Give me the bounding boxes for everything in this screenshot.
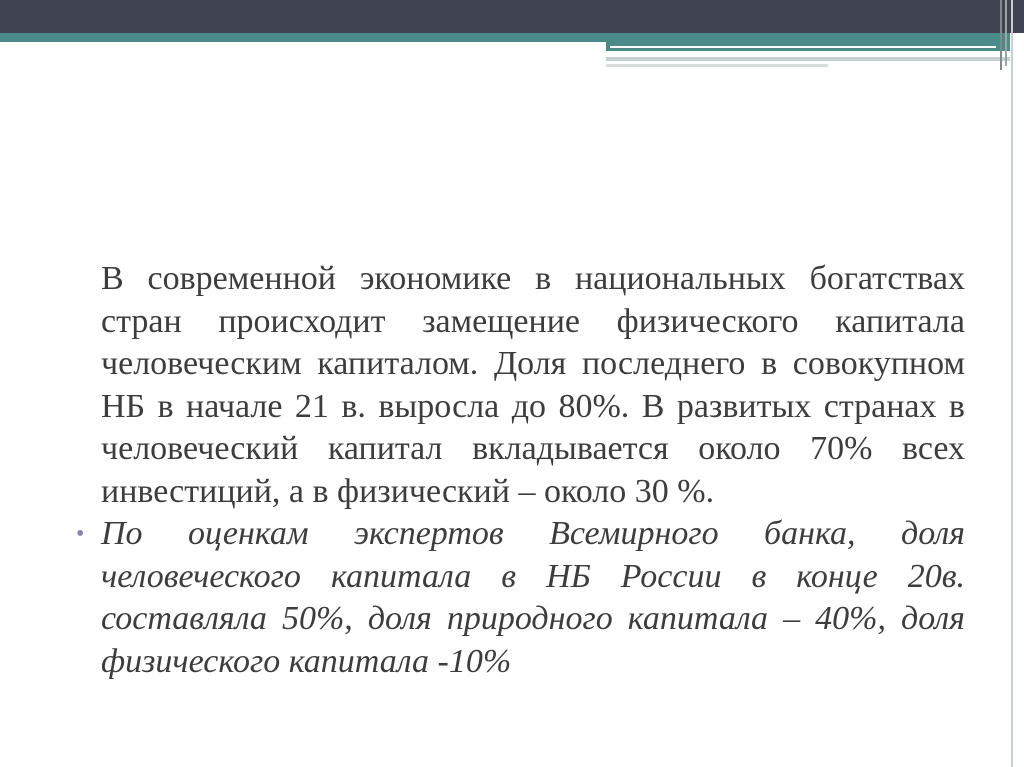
bullet-icon: •: [76, 521, 85, 547]
right-edge-line: [1005, 0, 1007, 66]
slide-body: [76, 258, 965, 683]
header-grey-line: [606, 57, 1010, 61]
header-grey-line-short: [606, 64, 828, 67]
header-band: [0, 0, 1024, 33]
header-white-line: [610, 46, 996, 48]
right-edge-line-long: [1011, 0, 1013, 767]
bullet-paragraph: По оценкам экспертов Всемирного банка, доля человеческого капитала в НБ России в конце 20в. составляла 50%, доля природного капитала – 40%, доля физического капитала -10%: [101, 515, 965, 680]
right-edge-line: [1000, 0, 1002, 70]
header-teal-stripe: [0, 33, 1010, 42]
bullet-item: [76, 513, 965, 683]
body-paragraph: В современной экономике в национальных богатствах стран происходит замещение физического капитала человеческим капиталом. Доля последнего в совокупном НБ в начале 21 в. выросла до 80%. В развитых странах в человеческий капитал вкладывается около 70% всех инвестиций, а в физический – около 30 %.: [101, 260, 965, 510]
